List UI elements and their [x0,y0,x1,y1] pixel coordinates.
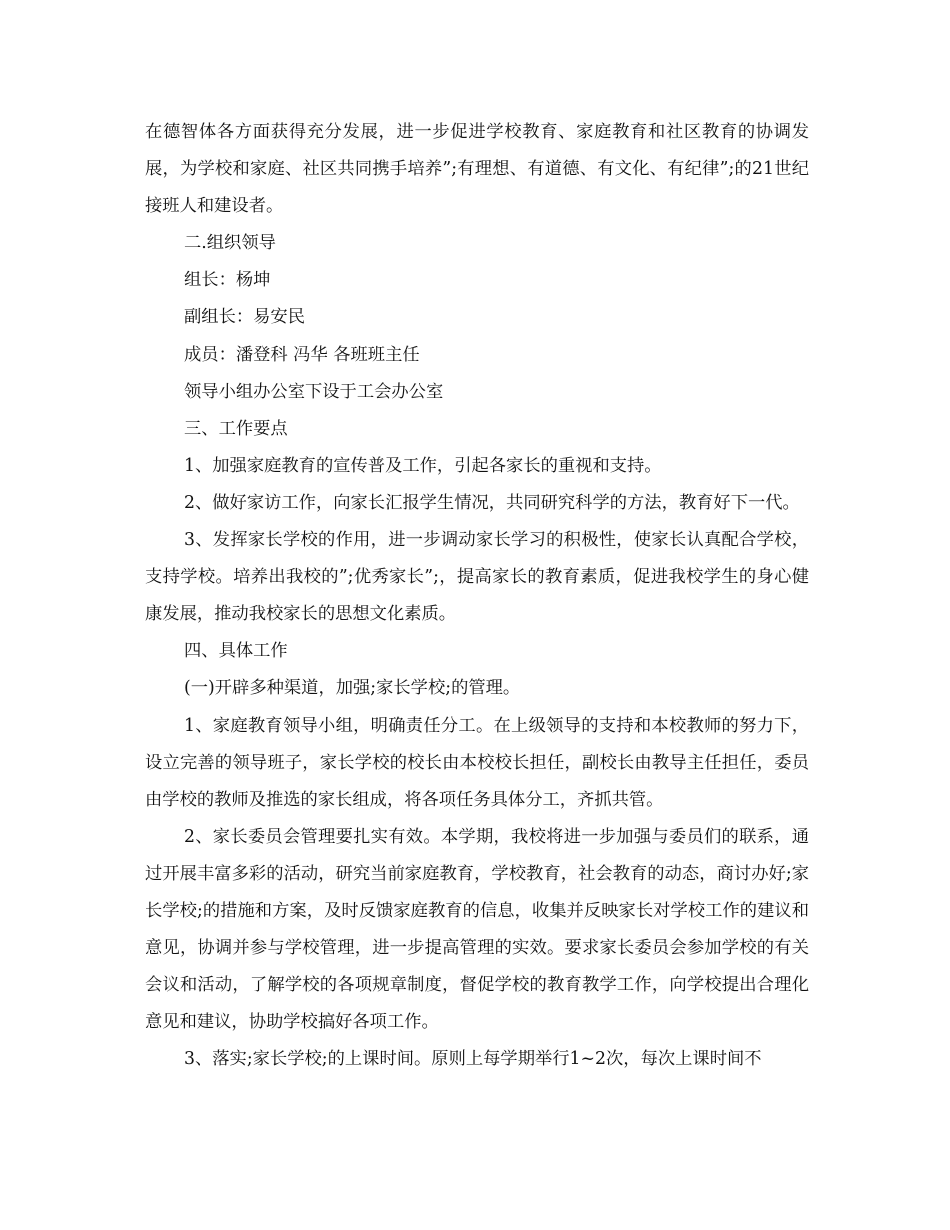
paragraph-key-point-2: 2、做好家访工作，向家长汇报学生情况，共同研究科学的方法，教育好下一代。 [184,492,800,513]
document-body [145,114,809,1078]
paragraph-work-item-1: 1、家庭教育领导小组，明确责任分工。在上级领导的支持和本校教师的努力下，设立完善的领导班子，家长学校的校长由本校校长担任，副校长由教导主任担任，委员由学校的教师及推选的家长组成，将各项任务具体分工，齐抓共管。 [145,715,809,810]
paragraph-team-leader: 组长：杨坤 [184,270,271,291]
paragraph-deputy-leader: 副组长：易安民 [184,307,305,328]
paragraph-work-item-3: 3、落实;家长学校;的上课时间。原则上每学期举行1~2次，每次上课时间不 [184,1049,762,1070]
section-heading-key-points: 三、工作要点 [184,418,288,439]
section-heading-specific-work: 四、具体工作 [184,641,288,662]
subsection-heading-channels: (一)开辟多种渠道，加强;家长学校;的管理。 [184,678,521,699]
paragraph-key-point-1: 1、加强家庭教育的宣传普及工作，引起各家长的重视和支持。 [184,455,662,476]
paragraph-key-point-3: 3、发挥家长学校的作用，进一步调动家长学习的积极性，使家长认真配合学校，支持学校。培养出我校的”;优秀家长”;，提高家长的教育素质，促进我校学生的身心健康发展，推动我校家长的思想文化素质。 [145,530,809,625]
paragraph-office: 领导小组办公室下设于工会办公室 [184,381,444,402]
paragraph-members: 成员：潘登科 冯华 各班班主任 [184,344,420,365]
paragraph-intro-continuation: 在德智体各方面获得充分发展，进一步促进学校教育、家庭教育和社区教育的协调发展，为学校和家庭、社区共同携手培养”;有理想、有道德、有文化、有纪律”;的21世纪接班人和建设者。 [145,122,809,217]
section-heading-organization: 二.组织领导 [184,233,276,254]
paragraph-work-item-2: 2、家长委员会管理要扎实有效。本学期，我校将进一步加强与委员们的联系，通过开展丰富多彩的活动，研究当前家庭教育，学校教育，社会教育的动态，商讨办好;家长学校;的措施和方案，及时反馈家庭教育的信息，收集并反映家长对学校工作的建议和意见，协调并参与学校管理，进一步提高管理的实效。要求家长委员会参加学校的有关会议和活动，了解学校的各项规章制度，督促学校的教育教学工作，向学校提出合理化意见和建议，协助学校搞好各项工作。 [145,826,809,1033]
